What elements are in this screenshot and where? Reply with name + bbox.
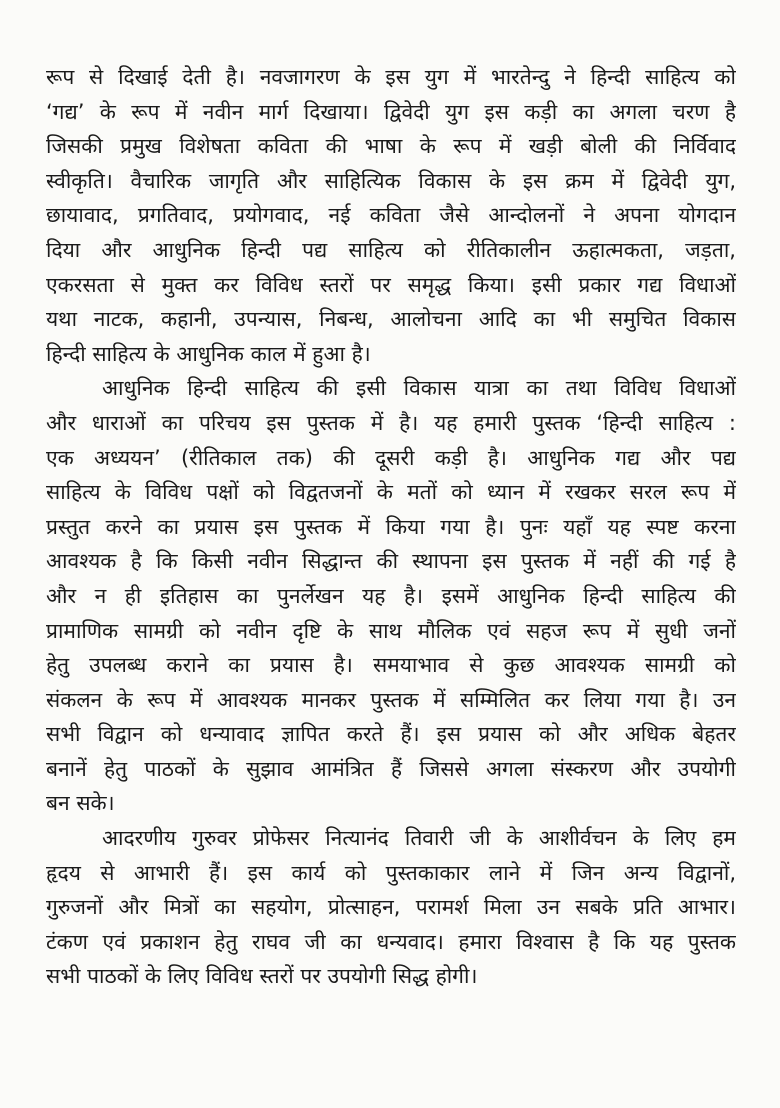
text-line: संकलन के रूप में आवश्यक मानकर पुस्तक में सम्मिलित कर लिया गया है। उन (46, 687, 736, 712)
text-line: गुरुजनों और मित्रों का सहयोग, प्रोत्साहन, परामर्श मिला उन सबके प्रति आभार। (46, 895, 736, 920)
paragraph-3 (46, 821, 736, 994)
text-line: यथा नाटक, कहानी, उपन्यास, निबन्ध, आलोचना आदि का भी समुचित विकास (46, 307, 736, 332)
text-line: रूप से दिखाई देती है। नवजागरण के इस युग में भारतेन्दु ने हिन्दी साहित्य को (46, 65, 736, 89)
text-line: हिन्दी साहित्य के आधुनिक काल में हुआ है। (46, 341, 371, 366)
text-line: हृदय से आभारी हैं। इस कार्य को पुस्तकाकार लाने में जिन अन्य विद्वानों, (46, 860, 736, 885)
text-line: प्रामाणिक सामग्री को नवीन दृष्टि के साथ मौलिक एवं सहज रूप में सुधी जनों (46, 618, 736, 643)
text-line: टंकण एवं प्रकाशन हेतु राघव जी का धन्यवाद। हमारा विश्वास है कि यह पुस्तक (46, 929, 736, 954)
text-line: दिया और आधुनिक हिन्दी पद्य साहित्य को रीतिकालीन ऊहात्मकता, जड़ता, (46, 237, 736, 262)
text-line: प्रस्तुत करने का प्रयास इस पुस्तक में किया गया है। पुनः यहाँ यह स्पष्ट करना (46, 514, 736, 539)
text-line: सभी पाठकों के लिए विविध स्तरों पर उपयोगी सिद्ध होगी। (46, 964, 478, 989)
text-line: और धाराओं का परिचय इस पुस्तक में है। यह हमारी पुस्तक ‘हिन्दी साहित्य : (46, 410, 736, 435)
document-page (46, 60, 736, 994)
text-line: सभी विद्वान को धन्यावाद ज्ञापित करते हैं। इस प्रयास को और अधिक बेहतर (46, 722, 736, 747)
text-line: और न ही इतिहास का पुनर्लेखन यह है। इसमें आधुनिक हिन्दी साहित्य की (46, 583, 736, 608)
text-line: एक अध्ययन’ (रीतिकाल तक) की दूसरी कड़ी है। आधुनिक गद्य और पद्य (46, 445, 736, 470)
text-line: जिसकी प्रमुख विशेषता कविता की भाषा के रूप में खड़ी बोली की निर्विवाद (46, 134, 736, 159)
paragraph-2 (46, 371, 736, 821)
text-line: बनानें हेतु पाठकों के सुझाव आमंत्रित हैं जिससे अगला संस्करण और उपयोगी (46, 756, 736, 781)
paragraph-1 (46, 60, 736, 371)
text-line: हेतु उपलब्ध कराने का प्रयास है। समयाभाव से कुछ आवश्यक सामग्री को (46, 653, 736, 678)
text-line: आधुनिक हिन्दी साहित्य की इसी विकास यात्रा का तथा विविध विधाओं (102, 376, 736, 401)
text-line: आदरणीय गुरुवर प्रोफेसर नित्यानंद तिवारी जी के आशीर्वचन के लिए हम (102, 826, 736, 851)
text-line: बन सके। (46, 791, 115, 816)
text-line: स्वीकृति। वैचारिक जागृति और साहित्यिक विकास के इस क्रम में द्विवेदी युग, (46, 168, 736, 193)
text-line: आवश्यक है कि किसी नवीन सिद्धान्त की स्थापना इस पुस्तक में नहीं की गई है (46, 549, 736, 574)
text-line: ‘गद्य’ के रूप में नवीन मार्ग दिखाया। द्विवेदी युग इस कड़ी का अगला चरण है (46, 99, 736, 124)
text-line: साहित्य के विविध पक्षों को विद्वतजनों के मतों को ध्यान में रखकर सरल रूप में (46, 480, 736, 505)
text-line: एकरसता से मुक्त कर विविध स्तरों पर समृद्ध किया। इसी प्रकार गद्य विधाओं (46, 272, 736, 297)
text-line: छायावाद, प्रगतिवाद, प्रयोगवाद, नई कविता जैसे आन्दोलनों ने अपना योगदान (46, 203, 736, 228)
